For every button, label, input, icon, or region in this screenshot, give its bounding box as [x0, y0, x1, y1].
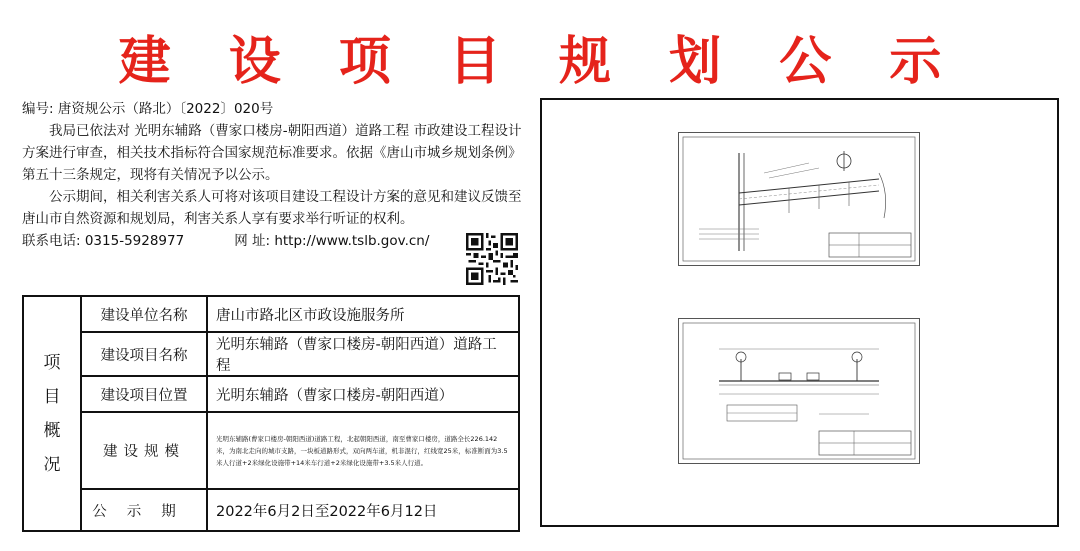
- row-label: 建设项目位置: [81, 376, 207, 412]
- table-row: [23, 489, 519, 531]
- plan-drawing: [678, 132, 920, 266]
- row-label: 建设单位名称: [81, 296, 207, 332]
- row-value: 光明东辅路(曹家口楼房-朝阳西道)道路工程，北起朝阳西道，南至曹家口楼房，道路全长226.142米，为南北走向的城市支路，一块板道路形式，双向两车道，机非混行，红线宽25米，标准断面为3.5米人行道+2米绿化设施带+14米车行道+2米绿化设施带+3.5米人行道。: [207, 412, 519, 489]
- table-row: [23, 296, 519, 332]
- project-overview-table: [22, 295, 520, 532]
- paragraph-1: 我局已依法对 光明东辅路（曹家口楼房-朝阳西道）道路工程 市政建设工程设计方案进行审查，相关技术指标符合国家规范标准要求。依据《唐山市城乡规划条例》第五十三条规定，现将有关情况予以公示。: [22, 123, 522, 183]
- page-title: 建 设 项 目 规 划 公 示: [118, 31, 962, 92]
- table-row: [23, 412, 519, 489]
- row-label: 建设规模: [81, 412, 207, 489]
- row-value: 唐山市路北区市政设施服务所: [207, 296, 519, 332]
- qr-code-icon: [466, 233, 518, 285]
- table-row: [23, 332, 519, 376]
- section-drawing: [678, 318, 920, 464]
- row-label: 公示期: [81, 489, 207, 531]
- row-value: 光明东辅路（曹家口楼房-朝阳西道）: [207, 376, 519, 412]
- contact-line: [22, 230, 527, 252]
- row-label: 建设项目名称: [81, 332, 207, 376]
- announcement-text: [22, 98, 527, 252]
- doc-number: 编号: 唐资规公示（路北）〔2022〕020号: [22, 101, 274, 117]
- table-row: [23, 376, 519, 412]
- contact-website: 网 址: http://www.tslb.gov.cn/: [234, 233, 430, 249]
- drawings-frame: [540, 98, 1059, 527]
- contact-phone: 联系电话: 0315-5928977: [22, 233, 185, 249]
- row-value: 2022年6月2日至2022年6月12日: [207, 489, 519, 531]
- row-value: 光明东辅路（曹家口楼房-朝阳西道）道路工程: [207, 332, 519, 376]
- paragraph-2: 公示期间，相关利害关系人可将对该项目建设工程设计方案的意见和建议反馈至唐山市自然资源和规划局，利害关系人享有要求举行听证的权利。: [22, 189, 522, 227]
- side-label: 项 目 概 况: [23, 296, 81, 531]
